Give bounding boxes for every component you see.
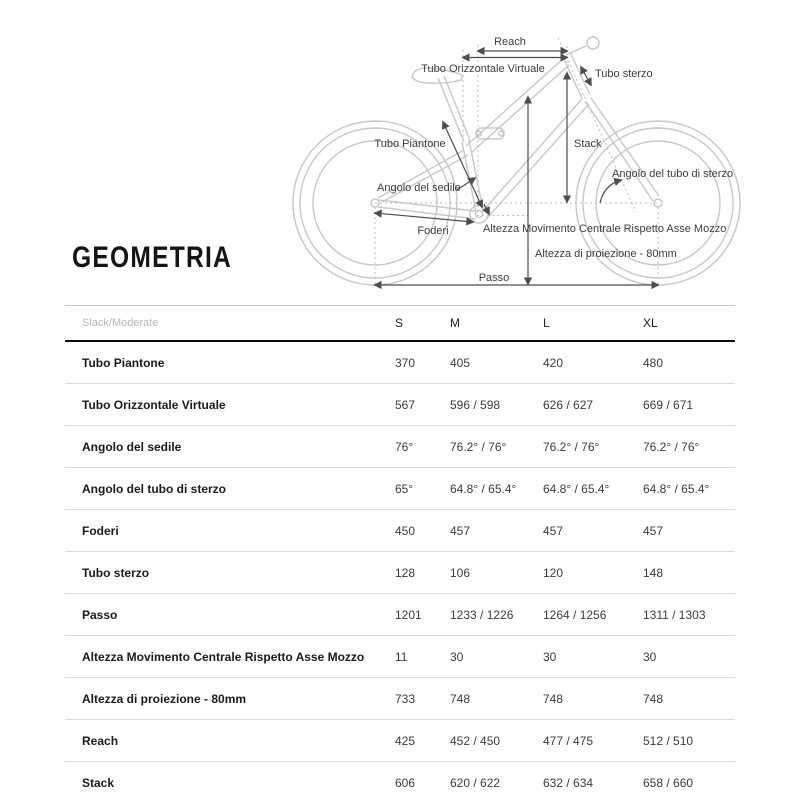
cell-value: 30 [543,649,557,664]
top-tube-label: Tubo Orizzontale Virtuale [421,63,545,75]
cell-value: 450 [395,523,416,538]
cell-value: 64.8° / 65.4° [543,481,610,496]
row-label: Altezza Movimento Centrale Rispetto Asse Mozzo [82,649,365,664]
head-angle-arc [600,180,621,203]
table-mode-label: Slack/Moderate [82,317,159,329]
row-label: Angolo del sedile [82,439,182,454]
row-label: Angolo del tubo di sterzo [82,481,226,496]
row-label: Altezza di proiezione - 80mm [82,691,247,706]
table-row [65,594,735,636]
column-header-s: S [395,316,404,330]
table-row [65,510,735,552]
cell-value: 120 [543,565,564,580]
diagram-labels [374,36,733,284]
cell-value: 425 [395,733,416,748]
geometry-table [65,305,735,800]
table-row [65,636,735,678]
cell-value: 64.8° / 65.4° [643,481,710,496]
head-angle-label: Angolo del tubo di sterzo [612,168,734,180]
cell-value: 669 / 671 [643,397,694,412]
column-header-xl: XL [643,316,658,330]
seat-tube-label: Tubo Piantone [374,138,446,150]
head-tube-arrow [581,67,591,85]
cell-value: 596 / 598 [450,397,501,412]
cell-value: 457 [543,523,564,538]
cell-value: 620 / 622 [450,775,501,790]
table-header [65,305,735,342]
table-row [65,762,735,800]
cell-value: 76.2° / 76° [543,439,600,454]
cell-value: 128 [395,565,416,580]
cell-value: 606 [395,775,416,790]
cell-value: 106 [450,565,471,580]
table-row [65,342,735,384]
cell-value: 1201 [395,607,422,622]
cell-value: 30 [643,649,657,664]
cell-value: 76.2° / 76° [450,439,507,454]
table-row [65,720,735,762]
row-label: Reach [82,733,119,748]
stack-label: Stack [574,138,602,150]
column-header-m: M [450,316,460,330]
cell-value: 477 / 475 [543,733,594,748]
reach-label: Reach [494,36,526,48]
bike-geometry-diagram [290,0,770,300]
cell-value: 405 [450,355,471,370]
cell-value: 748 [543,691,564,706]
table-row [65,384,735,426]
wheelbase-label: Passo [478,272,510,284]
cell-value: 480 [643,355,664,370]
cell-value: 76.2° / 76° [643,439,700,454]
cell-value: 64.8° / 65.4° [450,481,517,496]
cell-value: 457 [643,523,664,538]
row-label: Stack [82,775,115,790]
cell-value: 632 / 634 [543,775,594,790]
cell-value: 1311 / 1303 [643,607,706,622]
cell-value: 65° [395,481,414,496]
table-row [65,552,735,594]
row-label: Tubo Orizzontale Virtuale [82,397,226,412]
cell-value: 748 [643,691,664,706]
cell-value: 11 [395,649,408,664]
head-tube-label: Tubo sterzo [595,68,653,80]
page-title: GEOMETRIA [72,241,233,274]
cell-value: 420 [543,355,564,370]
row-label: Tubo Piantone [82,355,165,370]
table-row [65,678,735,720]
row-label: Tubo sterzo [82,565,150,580]
cell-value: 748 [450,691,471,706]
column-header-l: L [543,316,550,330]
cell-value: 567 [395,397,416,412]
seat-angle-label: Angolo del sedile [377,182,461,194]
cell-value: 1233 / 1226 [450,607,514,622]
cell-value: 76° [395,439,414,454]
cell-value: 148 [643,565,664,580]
table-body [65,342,735,800]
cell-value: 452 / 450 [450,733,501,748]
bb-height-label: Altezza Movimento Centrale Rispetto Asse Mozzo [483,223,727,235]
cell-value: 370 [395,355,416,370]
table-row [65,426,735,468]
chainstay-label: Foderi [417,225,449,237]
cell-value: 1264 / 1256 [543,607,607,622]
cell-value: 512 / 510 [643,733,694,748]
projection-height-label: Altezza di proiezione - 80mm [535,248,677,260]
cell-value: 457 [450,523,471,538]
cell-value: 733 [395,691,416,706]
cell-value: 626 / 627 [543,397,594,412]
cell-value: 658 / 660 [643,775,694,790]
cell-value: 30 [450,649,464,664]
row-label: Foderi [82,523,119,538]
table-row [65,468,735,510]
row-label: Passo [82,607,118,622]
